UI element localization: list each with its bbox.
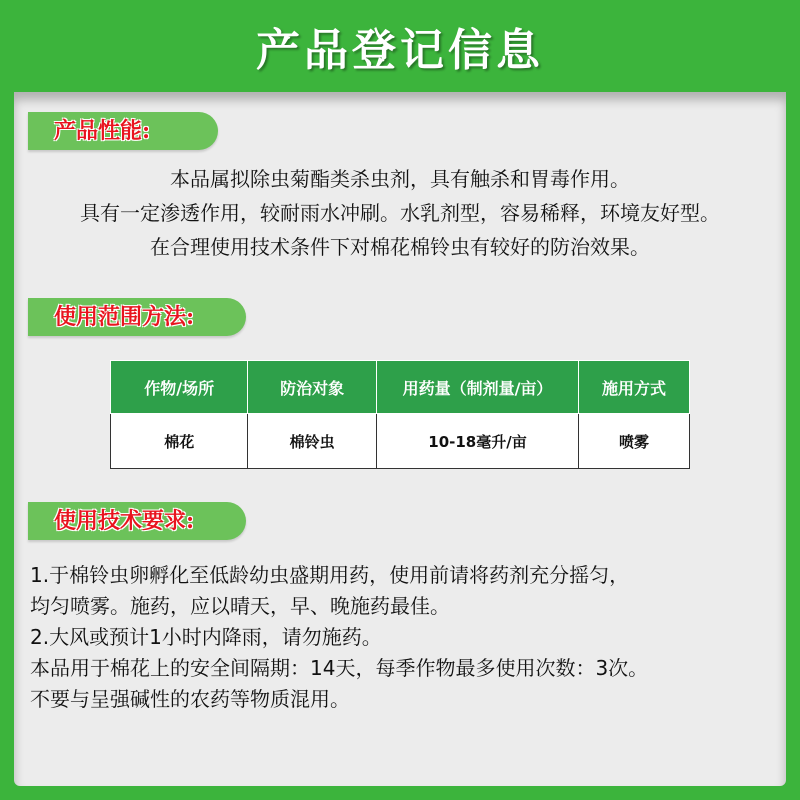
requirements-line: 均匀喷雾。施药，应以晴天，早、晚施药最佳。 [30,594,450,618]
table-row [111,414,690,469]
table-cell-method: 喷雾 [579,414,690,469]
header-banner [0,0,800,92]
requirements-line: 1.于棉铃虫卵孵化至低龄幼虫盛期用药，使用前请将药剂充分摇匀， [30,563,630,587]
performance-line: 在合理使用技术条件下对棉花棉铃虫有较好的防治效果。 [150,235,650,259]
performance-text [14,162,786,264]
table-cell-crop: 棉花 [111,414,248,469]
table-cell-target: 棉铃虫 [248,414,376,469]
table-cell-dosage: 10-18毫升/亩 [376,414,578,469]
requirements-line: 不要与呈强碱性的农药等物质混用。 [30,687,350,711]
performance-line: 本品属拟除虫菊酯类杀虫剂，具有触杀和胃毒作用。 [170,167,630,191]
table-header-row [111,361,690,414]
page-title: 产品登记信息 [256,25,544,76]
requirements-text [30,560,780,715]
column-header-target: 防治对象 [248,361,376,414]
requirements-line: 本品用于棉花上的安全间隔期：14天，每季作物最多使用次数：3次。 [30,656,649,680]
section-heading-performance: 产品性能: [28,112,218,150]
section-heading-scope: 使用范围方法: [28,298,246,336]
scope-table [110,360,690,469]
column-header-method: 施用方式 [579,361,690,414]
section-heading-requirements: 使用技术要求: [28,502,246,540]
performance-line: 具有一定渗透作用，较耐雨水冲刷。水乳剂型，容易稀释，环境友好型。 [80,201,720,225]
column-header-crop: 作物/场所 [111,361,248,414]
requirements-line: 2.大风或预计1小时内降雨，请勿施药。 [30,625,382,649]
column-header-dosage: 用药量（制剂量/亩） [376,361,578,414]
